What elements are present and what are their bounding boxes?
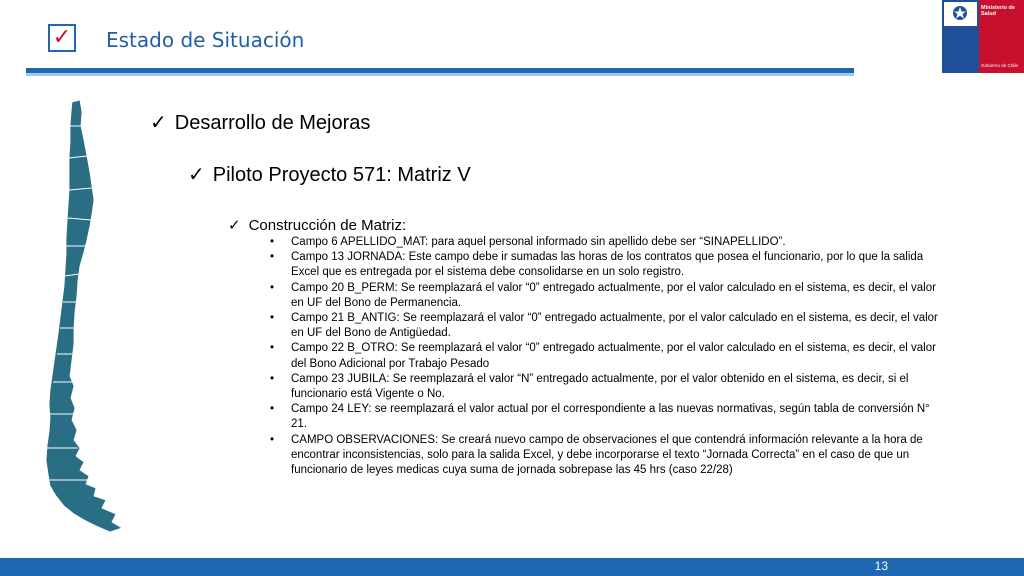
list-item [270,341,942,371]
list-item [270,311,942,341]
heading-level1-text: Desarrollo de Mejoras [174,112,371,134]
checkmark-icon: ✓ [228,216,241,234]
svg-text:Gobierno de Chile: Gobierno de Chile [981,63,1019,68]
list-item [270,250,942,280]
list-item [270,281,942,311]
heading-level1 [150,110,370,135]
list-item-text: Campo 21 B_ANTIG: Se reemplazará el valor “0” entregado actualmente, por el valor calculado en el sistema, es decir, el valor en UF del Bono de Antigüedad. [291,312,938,340]
bullet-icon: • [270,342,275,355]
checkmark-icon: ✓ [150,110,167,134]
bullet-icon: • [270,281,275,294]
bullet-icon: • [270,251,275,264]
svg-text:Salud: Salud [981,11,996,17]
list-item [270,402,942,432]
list-item [270,433,942,479]
list-item-text: Campo 23 JUBILA: Se reemplazará el valor “N” entregado actualmente, por el valor obtenido en el sistema, es decir, si el funcionario está Vigente o No. [291,372,909,401]
heading-level2 [188,162,471,187]
svg-text:Ministerio de: Ministerio de [981,5,1015,11]
list-item-text: CAMPO OBSERVACIONES: Se creará nuevo campo de observaciones el que contendrá información relevante a la hora de encontrar inconsistencias, solo para la salida Excel, y debe incorporarse el texto “Jornada Correcta” en el caso de que un funcionario de leyes medicas cuya suma de jornada sobrepase las 45 hrs (caso 22/28) [291,433,923,477]
footer-bar [0,558,1024,576]
bullet-icon: • [270,372,275,385]
bullet-icon: • [270,236,275,248]
page-number: 13 [874,559,888,573]
bullet-icon: • [270,403,275,416]
bullet-icon: • [270,312,275,325]
checkmark-icon: ✓ [188,162,205,186]
list-item-text: Campo 6 APELLIDO_MAT: para aquel personal informado sin apellido debe ser “SINAPELLIDO”. [291,236,786,248]
ministerio-salud-logo [942,0,1024,73]
page-title: Estado de Situación [106,28,305,52]
bullet-icon: • [270,433,275,446]
heading-level2-text: Piloto Proyecto 571: Matriz V [212,164,471,186]
list-item [270,372,942,402]
list-item-text: Campo 20 B_PERM: Se reemplazará el valor “0” entregado actualmente, por el valor calculado en el sistema, es decir, el valor en UF del Bono de Permanencia. [291,281,936,309]
list-item-text: Campo 24 LEY: se reemplazará el valor actual por el correspondiente a las nuevas normativas, según tabla de conversión N° 21. [291,403,930,431]
heading-level3 [228,216,406,234]
heading-level3-text: Construcción de Matriz: [248,217,407,234]
header-divider-shadow [26,73,854,76]
chile-map [34,96,124,542]
list-item [270,235,942,250]
header-check-icon: ✓ [48,24,76,52]
list-item-text: Campo 22 B_OTRO: Se reemplazará el valor “0” entregado actualmente, por el valor calculado en el sistema, es decir, el valor del Bono Adicional por Trabajo Pesado [291,342,936,370]
bullet-list [270,235,942,478]
list-item-text: Campo 13 JORNADA: Este campo debe ir sumadas las horas de los contratos que posea el funcionario, por lo que la salida Excel que es entregada por el sistema debe consolidarse en un solo registro. [291,251,924,279]
